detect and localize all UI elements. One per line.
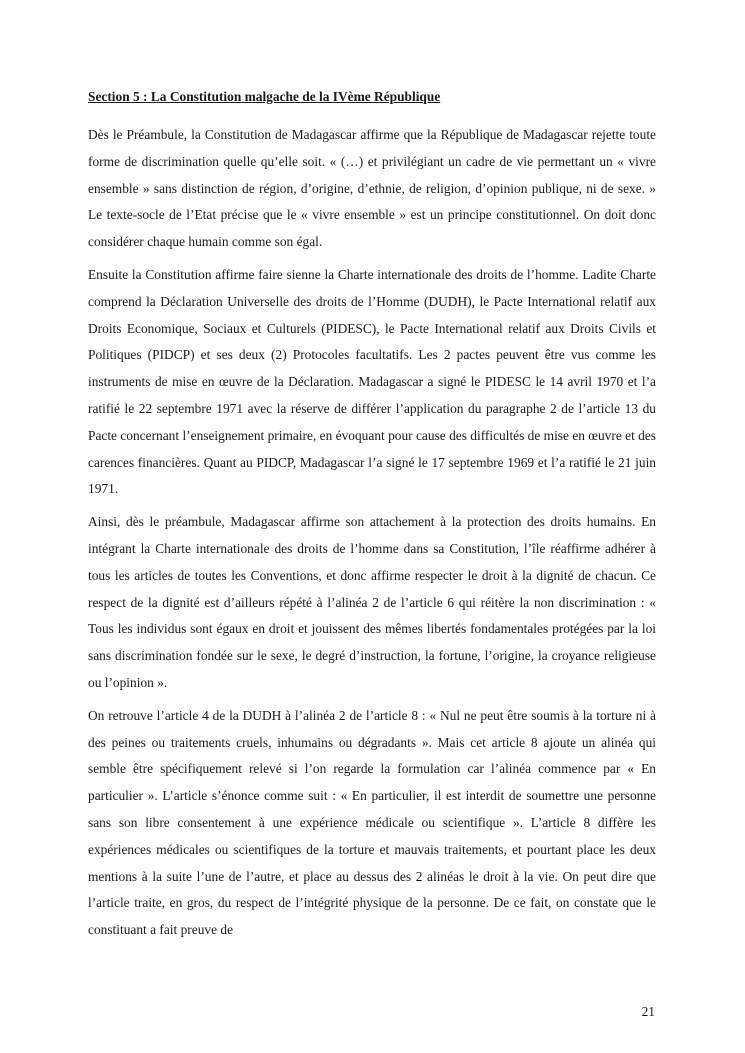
page-number: 21 bbox=[641, 1004, 655, 1019]
paragraph-attachement: Ainsi, dès le préambule, Madagascar affirme son attachement à la protection des droits humains. En intégrant la Charte internationale des droits de l’homme dans sa Constitution, l’île réaffirme adhérer à tous les articles de toutes les Conventions, et donc affirme respecter le droit à la dignité de chacun. Ce respect de la dignité est d’ailleurs répété à l’alinéa 2 de l’article 6 qui réitère la non discrimination : « Tous les individus sont égaux en droit et jouissent des mêmes libertés fondamentales protégées par la loi sans discrimination fondée sur le sexe, le degré d’instruction, la fortune, l’origine, la croyance religieuse ou l’opinion ». bbox=[88, 514, 656, 690]
section-title: Section 5 : La Constitution malgache de la IVème République bbox=[88, 89, 441, 104]
paragraph-charte: Ensuite la Constitution affirme faire sienne la Charte internationale des droits de l’homme. Ladite Charte comprend la Déclaration Universelle des droits de l’Homme (DUDH), le Pacte International relatif aux Droits Economique, Sociaux et Culturels (PIDESC), le Pacte International relatif aux Droits Civils et Politiques (PIDCP) et ses deux (2) Protocoles facultatifs. Les 2 pactes peuvent être vus comme les instruments de mise en œuvre de la Déclaration. Madagascar a signé le PIDESC le 14 avril 1970 et l’a ratifié le 22 septembre 1971 avec la réserve de différer l’application du paragraphe 2 de l’article 13 du Pacte concernant l’enseignement primaire, en évoquant pour cause des difficultés de mise en œuvre et des carences financières. Quant au PIDCP, Madagascar l’a signé le 17 septembre 1969 et l’a ratifié le 21 juin 1971. bbox=[88, 266, 656, 497]
paragraph-preambule: Dès le Préambule, la Constitution de Madagascar affirme que la République de Madagascar rejette toute forme de discrimination quelle qu’elle soit. « (…) et privilégiant un cadre de vie permettant un « vivre ensemble » sans distinction de région, d’origine, d’ethnie, de religion, d’opinion publique, ni de sexe. » Le texte-socle de l’Etat précise que le « vivre ensemble » est un principe constitutionnel. On doit donc considérer chaque humain comme son égal. bbox=[88, 127, 656, 250]
paragraph-article-8: On retrouve l’article 4 de la DUDH à l’alinéa 2 de l’article 8 : « Nul ne peut être soumis à la torture ni à des peines ou traitements cruels, inhumains ou dégradants ». Mais cet article 8 ajoute un alinéa qui semble être spécifiquement relevé si l’on regarde la formulation car l’alinéa commence par « En particulier ». L’article s’énonce comme suit : « En particulier, il est interdit de soumettre une personne sans son libre consentement à une expérience médicale ou scientifique ». L’article 8 diffère les expériences médicales ou scientifiques de la torture et mauvais traitements, et pourtant place les deux mentions à la suite l’une de l’autre, et place au dessus des 2 alinéas le droit à la vie. On peut dire que l’article traite, en gros, du respect de l’intégrité physique de la personne. De ce fait, on constate que le constituant a fait preuve de bbox=[88, 707, 656, 938]
document-page bbox=[88, 86, 656, 950]
